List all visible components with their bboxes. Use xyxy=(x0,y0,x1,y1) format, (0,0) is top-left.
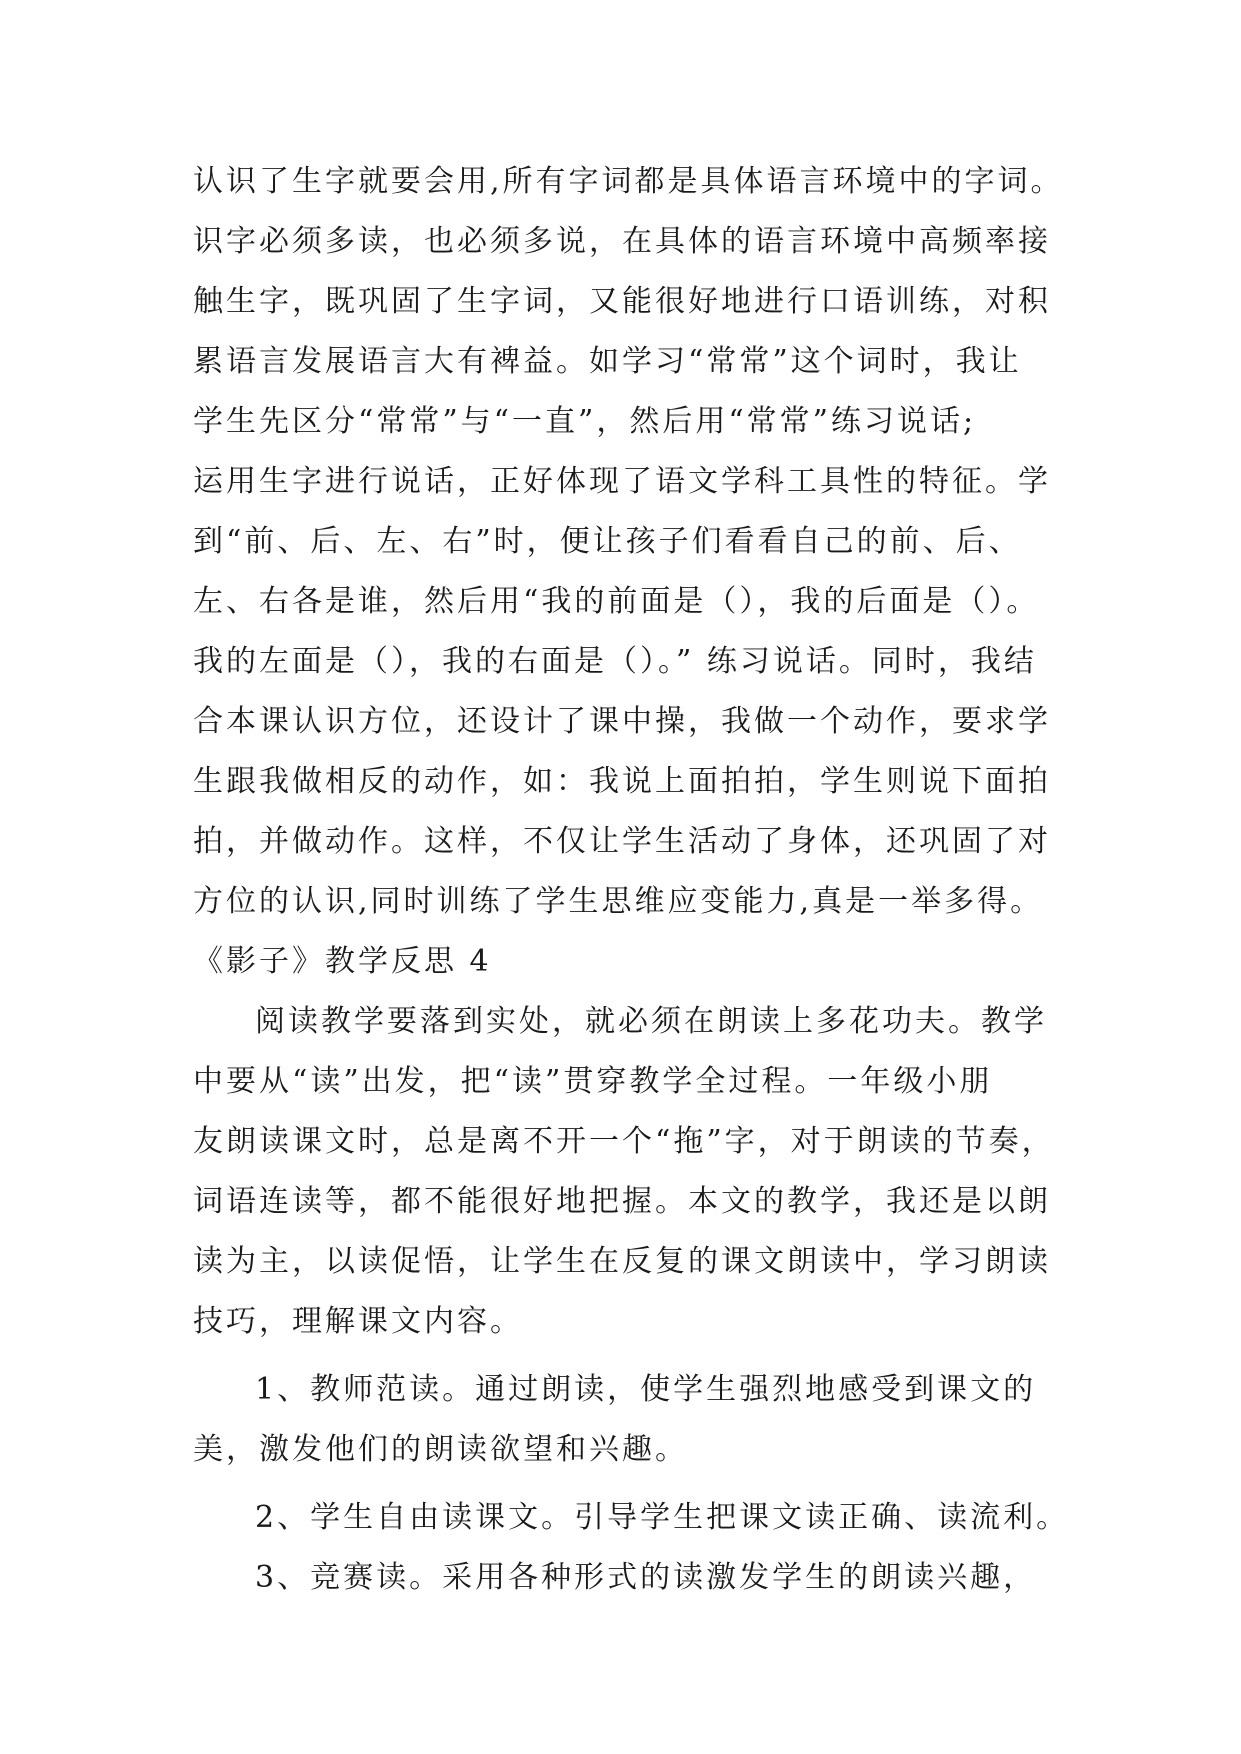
paragraph-line: 运用生字进行说话，正好体现了语文学科工具性的特征。学 xyxy=(193,464,1051,499)
paragraph-line: 触生字，既巩固了生字词，又能很好地进行口语训练，对积 xyxy=(193,284,1051,319)
paragraph-line: 中要从“读”出发，把“读”贯穿教学全过程。一年级小朋 xyxy=(193,1064,993,1099)
paragraph-line: 学生先区分“常常”与“一直”，然后用“常常”练习说话; xyxy=(193,404,977,439)
list-item-1-line: 美，激发他们的朗读欲望和兴趣。 xyxy=(193,1432,688,1467)
paragraph-line: 到“前、后、左、右”时，便让孩子们看看自己的前、后、 xyxy=(193,524,1022,559)
section-title: 《影子》教学反思 4 xyxy=(193,944,492,979)
list-item-3-line: 3、竞赛读。采用各种形式的读激发学生的朗读兴趣， xyxy=(255,1560,1037,1595)
paragraph-line: 阅读教学要落到实处，就必须在朗读上多花功夫。教学 xyxy=(255,1004,1047,1039)
paragraph-line: 合本课认识方位，还设计了课中操，我做一个动作，要求学 xyxy=(193,704,1051,739)
paragraph-line: 词语连读等，都不能很好地把握。本文的教学，我还是以朗 xyxy=(193,1184,1051,1219)
list-item-1-line: 1、教师范读。通过朗读，使学生强烈地感受到课文的 xyxy=(255,1372,1037,1407)
document-body xyxy=(193,162,1083,1618)
paragraph-line: 拍，并做动作。这样，不仅让学生活动了身体，还巩固了对 xyxy=(193,824,1051,859)
paragraph-line: 识字必须多读，也必须多说，在具体的语言环境中高频率接 xyxy=(193,224,1051,259)
paragraph-line: 友朗读课文时，总是离不开一个“拖”字，对于朗读的节奏， xyxy=(193,1124,1055,1159)
list-item-2-line: 2、学生自由读课文。引导学生把课文读正确、读流利。 xyxy=(255,1500,1070,1535)
paragraph-line: 读为主，以读促悟，让学生在反复的课文朗读中，学习朗读 xyxy=(193,1244,1051,1279)
paragraph-line: 左、右各是谁，然后用“我的前面是（），我的后面是（）。 xyxy=(193,584,1040,619)
paragraph-line: 认识了生字就要会用,所有字词都是具体语言环境中的字词。 xyxy=(193,164,1064,199)
paragraph-line: 技巧，理解课文内容。 xyxy=(193,1304,523,1339)
paragraph-line: 方位的认识,同时训练了学生思维应变能力,真是一举多得。 xyxy=(193,884,1044,919)
paragraph-line: 生跟我做相反的动作，如：我说上面拍拍，学生则说下面拍 xyxy=(193,764,1051,799)
paragraph-line: 我的左面是（），我的右面是（）。” 练习说话。同时，我结 xyxy=(193,644,1037,679)
paragraph-line: 累语言发展语言大有裨益。如学习“常常”这个词时，我让 xyxy=(193,344,1022,379)
